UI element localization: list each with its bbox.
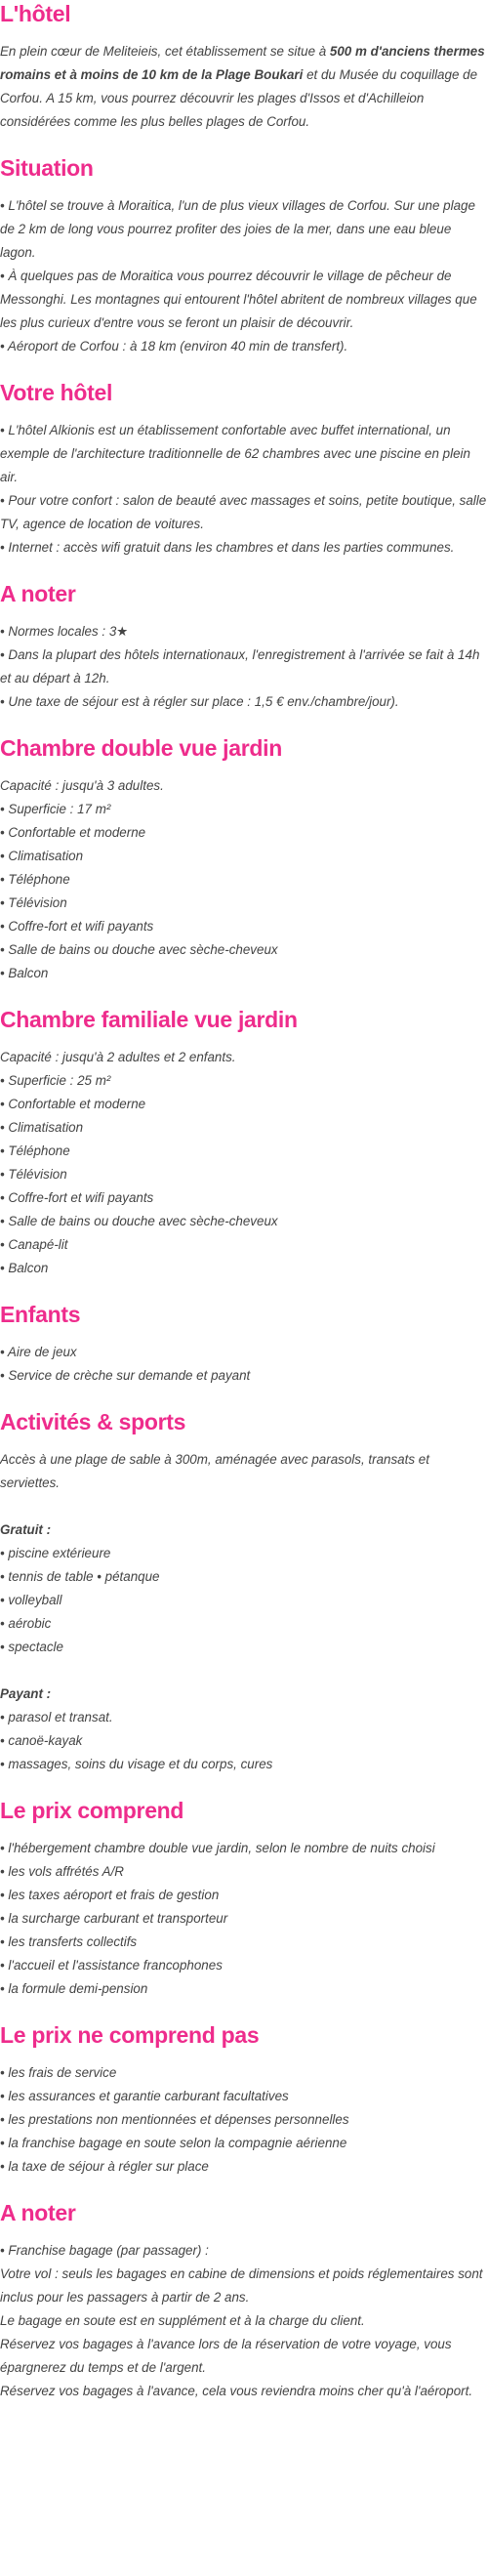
list-item: • volleyball xyxy=(0,1593,62,1607)
list-item: • Salle de bains ou douche avec sèche-cheveux xyxy=(0,942,278,957)
list-item: • la taxe de séjour à régler sur place xyxy=(0,2159,209,2174)
list-item: • À quelques pas de Moraitica vous pourrez découvrir le village de pêcheur de Messonghi. Les montagnes qui entourent l'hôtel abritent de nombreux villages que les plus curieux d'entre vous se feront un plaisir de découvrir. xyxy=(0,269,477,330)
list-item: • les frais de service xyxy=(0,2065,117,2080)
section-content xyxy=(0,620,488,714)
spacer xyxy=(0,1659,488,1683)
subheading-text: Gratuit : xyxy=(0,1522,52,1537)
text-line: Votre vol : seuls les bagages en cabine de dimensions et poids réglementaires sont inclus pour les passagers à partir de 2 ans. xyxy=(0,2266,483,2305)
list-item: • Normes locales : 3★ xyxy=(0,624,129,639)
list-item: • Téléphone xyxy=(0,1143,70,1158)
list-item: • Salle de bains ou douche avec sèche-cheveux xyxy=(0,1214,278,1228)
list-item: • Internet : accès wifi gratuit dans les chambres et dans les parties communes. xyxy=(0,540,455,555)
section-title: Votre hôtel xyxy=(0,380,113,405)
section-content xyxy=(0,2061,488,2179)
list-item: • Canapé-lit xyxy=(0,1237,68,1252)
text-run: En plein cœur de Meliteieis, cet établissement se situe à xyxy=(0,44,330,59)
text-run: et du Musée du coquillage de Corfou. A 15 km, vous pourrez découvrir les plages d'Issos et d'Achilleion considérées comme les plus belles plages de Corfou. xyxy=(0,67,478,129)
subheading-text: Payant : xyxy=(0,1686,52,1701)
list-item: • les vols affrétés A/R xyxy=(0,1864,124,1879)
text-line: Capacité : jusqu'à 2 adultes et 2 enfants. xyxy=(0,1050,236,1064)
section-prix-ne-comprend xyxy=(0,2020,488,2179)
list-item: • Climatisation xyxy=(0,849,84,863)
list-item: • les prestations non mentionnées et dépenses personnelles xyxy=(0,2112,349,2127)
list-item: • la franchise bagage en soute selon la compagnie aérienne xyxy=(0,2136,347,2150)
section-hotel xyxy=(0,0,488,134)
list-item: • Télévision xyxy=(0,895,67,910)
list-item: • Aire de jeux xyxy=(0,1345,77,1359)
section-situation xyxy=(0,153,488,358)
list-item: • l'accueil et l'assistance francophones xyxy=(0,1958,223,1973)
list-item: • Télévision xyxy=(0,1167,67,1182)
list-item: • spectacle xyxy=(0,1640,63,1654)
list-item: • Coffre-fort et wifi payants xyxy=(0,919,154,934)
section-title: A noter xyxy=(0,2200,76,2225)
list-item: • piscine extérieure xyxy=(0,1546,111,1560)
section-title: Chambre double vue jardin xyxy=(0,735,282,761)
section-title: A noter xyxy=(0,581,76,606)
section-content xyxy=(0,1837,488,2001)
text-line: Accès à une plage de sable à 300m, aménagée avec parasols, transats et serviettes. xyxy=(0,1452,429,1490)
spacer xyxy=(0,1495,488,1518)
list-item: • l'hébergement chambre double vue jardin, selon le nombre de nuits choisi xyxy=(0,1841,435,1855)
section-chambre-familiale xyxy=(0,1005,488,1280)
list-item: • Balcon xyxy=(0,1261,49,1275)
list-item: • L'hôtel Alkionis est un établissement confortable avec buffet international, un exemple de l'architecture traditionnelle de 62 chambres avec une piscine en plein air. xyxy=(0,423,470,484)
list-item: • la surcharge carburant et transporteur xyxy=(0,1911,228,1926)
section-content xyxy=(0,1341,488,1388)
list-item: • parasol et transat. xyxy=(0,1710,113,1724)
list-item: • Franchise bagage (par passager) : xyxy=(0,2243,209,2258)
section-votre-hotel xyxy=(0,378,488,560)
list-item: • Une taxe de séjour est à régler sur place : 1,5 € env./chambre/jour). xyxy=(0,694,399,709)
section-title: L'hôtel xyxy=(0,1,71,26)
list-item: • tennis de table • pétanque xyxy=(0,1569,160,1584)
list-item: • les taxes aéroport et frais de gestion xyxy=(0,1888,220,1902)
section-title: Le prix comprend xyxy=(0,1798,184,1823)
section-content xyxy=(0,194,488,358)
section-title: Activités & sports xyxy=(0,1409,186,1434)
list-item: • L'hôtel se trouve à Moraitica, l'un de plus vieux villages de Corfou. Sur une plage de 2 km de long vous pourrez profiter des joies de la mer, dans une eau bleue lagon. xyxy=(0,198,475,260)
section-a-noter-1 xyxy=(0,579,488,714)
subheading xyxy=(0,1683,488,1706)
section-a-noter-2 xyxy=(0,2198,488,2403)
section-content xyxy=(0,774,488,985)
list-item: • canoë-kayak xyxy=(0,1733,83,1748)
section-chambre-double xyxy=(0,733,488,985)
section-title: Chambre familiale vue jardin xyxy=(0,1007,298,1032)
list-item: • Superficie : 25 m² xyxy=(0,1073,111,1088)
list-item: • aérobic xyxy=(0,1616,52,1631)
subheading xyxy=(0,1518,488,1542)
list-item: • Climatisation xyxy=(0,1120,84,1135)
list-item: • Pour votre confort : salon de beauté avec massages et soins, petite boutique, salle TV, agence de location de voitures. xyxy=(0,493,487,531)
text-line: Le bagage en soute est en supplément et à la charge du client. xyxy=(0,2313,365,2328)
section-prix-comprend xyxy=(0,1796,488,2001)
list-item: • Confortable et moderne xyxy=(0,1097,146,1111)
list-item: • la formule demi-pension xyxy=(0,1981,148,1996)
section-title: Le prix ne comprend pas xyxy=(0,2022,260,2048)
text-line: Réservez vos bagages à l'avance lors de la réservation de votre voyage, vous épargnerez du temps et de l'argent. xyxy=(0,2337,452,2375)
list-item: • Superficie : 17 m² xyxy=(0,802,111,816)
highlighted-text: 500 m d'anciens thermes romains et à moins de 10 km de la Plage Boukari xyxy=(0,44,485,82)
list-item: • massages, soins du visage et du corps, cures xyxy=(0,1757,273,1771)
section-content xyxy=(0,419,488,560)
text-line: Capacité : jusqu'à 3 adultes. xyxy=(0,778,164,793)
section-title: Situation xyxy=(0,155,94,181)
section-content xyxy=(0,2239,488,2403)
intro-paragraph xyxy=(0,40,488,134)
list-item: • Balcon xyxy=(0,966,49,980)
section-activites xyxy=(0,1407,488,1776)
section-content xyxy=(0,40,488,134)
section-title: Enfants xyxy=(0,1302,81,1327)
list-item: • Coffre-fort et wifi payants xyxy=(0,1190,154,1205)
list-item: • Aéroport de Corfou : à 18 km (environ 40 min de transfert). xyxy=(0,339,348,353)
list-item: • Téléphone xyxy=(0,872,70,887)
text-line: Réservez vos bagages à l'avance, cela vous reviendra moins cher qu'à l'aéroport. xyxy=(0,2384,473,2398)
section-content xyxy=(0,1448,488,1776)
list-item: • Service de crèche sur demande et payant xyxy=(0,1368,251,1383)
section-enfants xyxy=(0,1300,488,1388)
section-content xyxy=(0,1046,488,1280)
list-item: • les transferts collectifs xyxy=(0,1934,138,1949)
list-item: • Confortable et moderne xyxy=(0,825,146,840)
list-item: • Dans la plupart des hôtels internationaux, l'enregistrement à l'arrivée se fait à 14h et au départ à 12h. xyxy=(0,647,480,686)
list-item: • les assurances et garantie carburant facultatives xyxy=(0,2089,289,2103)
